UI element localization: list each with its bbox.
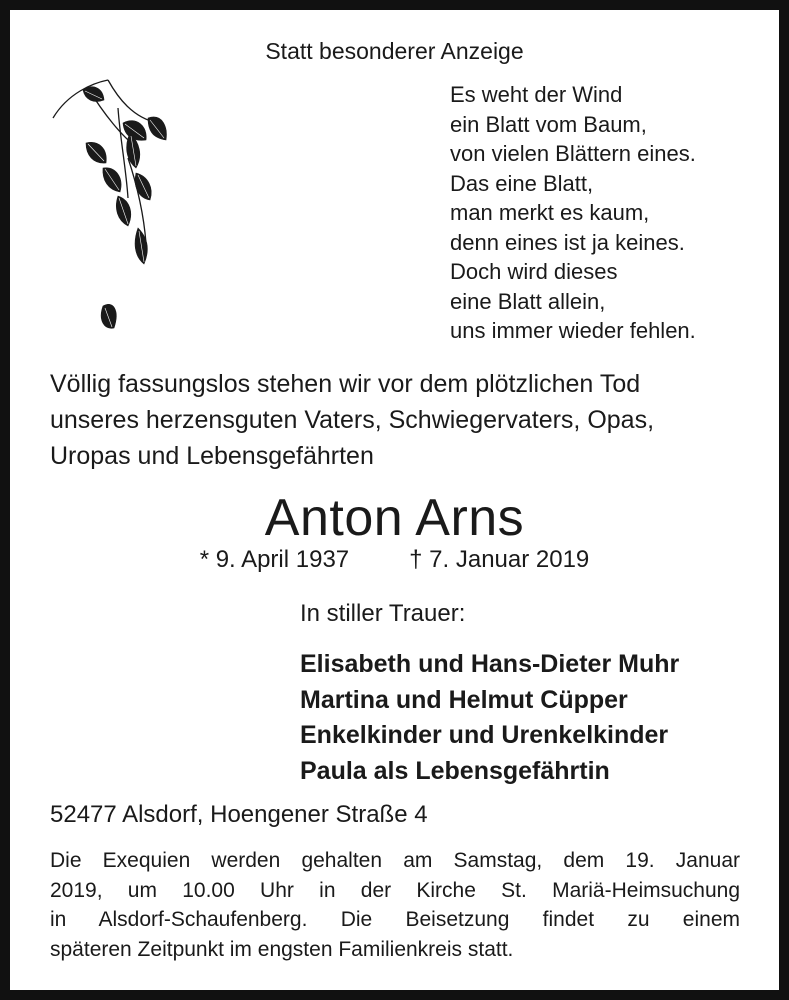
birch-leaves-icon [48,78,183,348]
poem-line: uns immer wieder fehlen. [450,318,696,343]
mourner-name: Martina und Helmut Cüpper [300,685,628,714]
death-date: † 7. Januar 2019 [409,546,590,573]
intro-line: unseres herzensguten Vaters, Schwiegervaters, Opas, [50,406,655,434]
funeral-notice [50,846,740,964]
poem-line: Doch wird dieses [450,259,618,284]
mourners-list [300,647,679,789]
intro-line: Uropas und Lebensgefährten [50,442,374,470]
mourner-name: Paula als Lebensgefährtin [300,756,610,785]
notice-line: Die Exequien werden gehalten am Samstag, dem 19. Januar [50,849,740,872]
poem [450,80,696,346]
mourner-name: Elisabeth und Hans-Dieter Muhr [300,650,680,678]
notice-header: Statt besonderer Anzeige [265,38,524,64]
poem-line: von vielen Blättern eines. [450,141,696,166]
poem-line: ein Blatt vom Baum, [450,111,647,137]
life-dates [0,546,789,574]
intro-text [50,366,654,474]
birth-date: * 9. April 1937 [199,546,350,573]
notice-line: späteren Zeitpunkt im engsten Familienkreis statt. [50,937,514,961]
mourner-name: Enkelkinder und Urenkelkinder [300,721,669,749]
address: 52477 Alsdorf, Hoengener Straße 4 [50,801,428,828]
deceased-name: Anton Arns [264,489,525,547]
mourning-heading: In stiller Trauer: [300,600,466,627]
poem-line: Es weht der Wind [450,82,623,107]
poem-line: Das eine Blatt, [450,170,594,196]
notice-line: 2019, um 10.00 Uhr in der Kirche St. Mariä-Heimsuchung [50,878,740,902]
poem-line: eine Blatt allein, [450,288,606,314]
poem-line: denn eines ist ja keines. [450,229,685,255]
intro-line: Völlig fassungslos stehen wir vor dem plötzlichen Tod [50,370,641,398]
poem-line: man merkt es kaum, [450,200,650,225]
notice-line: in Alsdorf-Schaufenberg. Die Beisetzung findet zu einem [50,908,740,931]
